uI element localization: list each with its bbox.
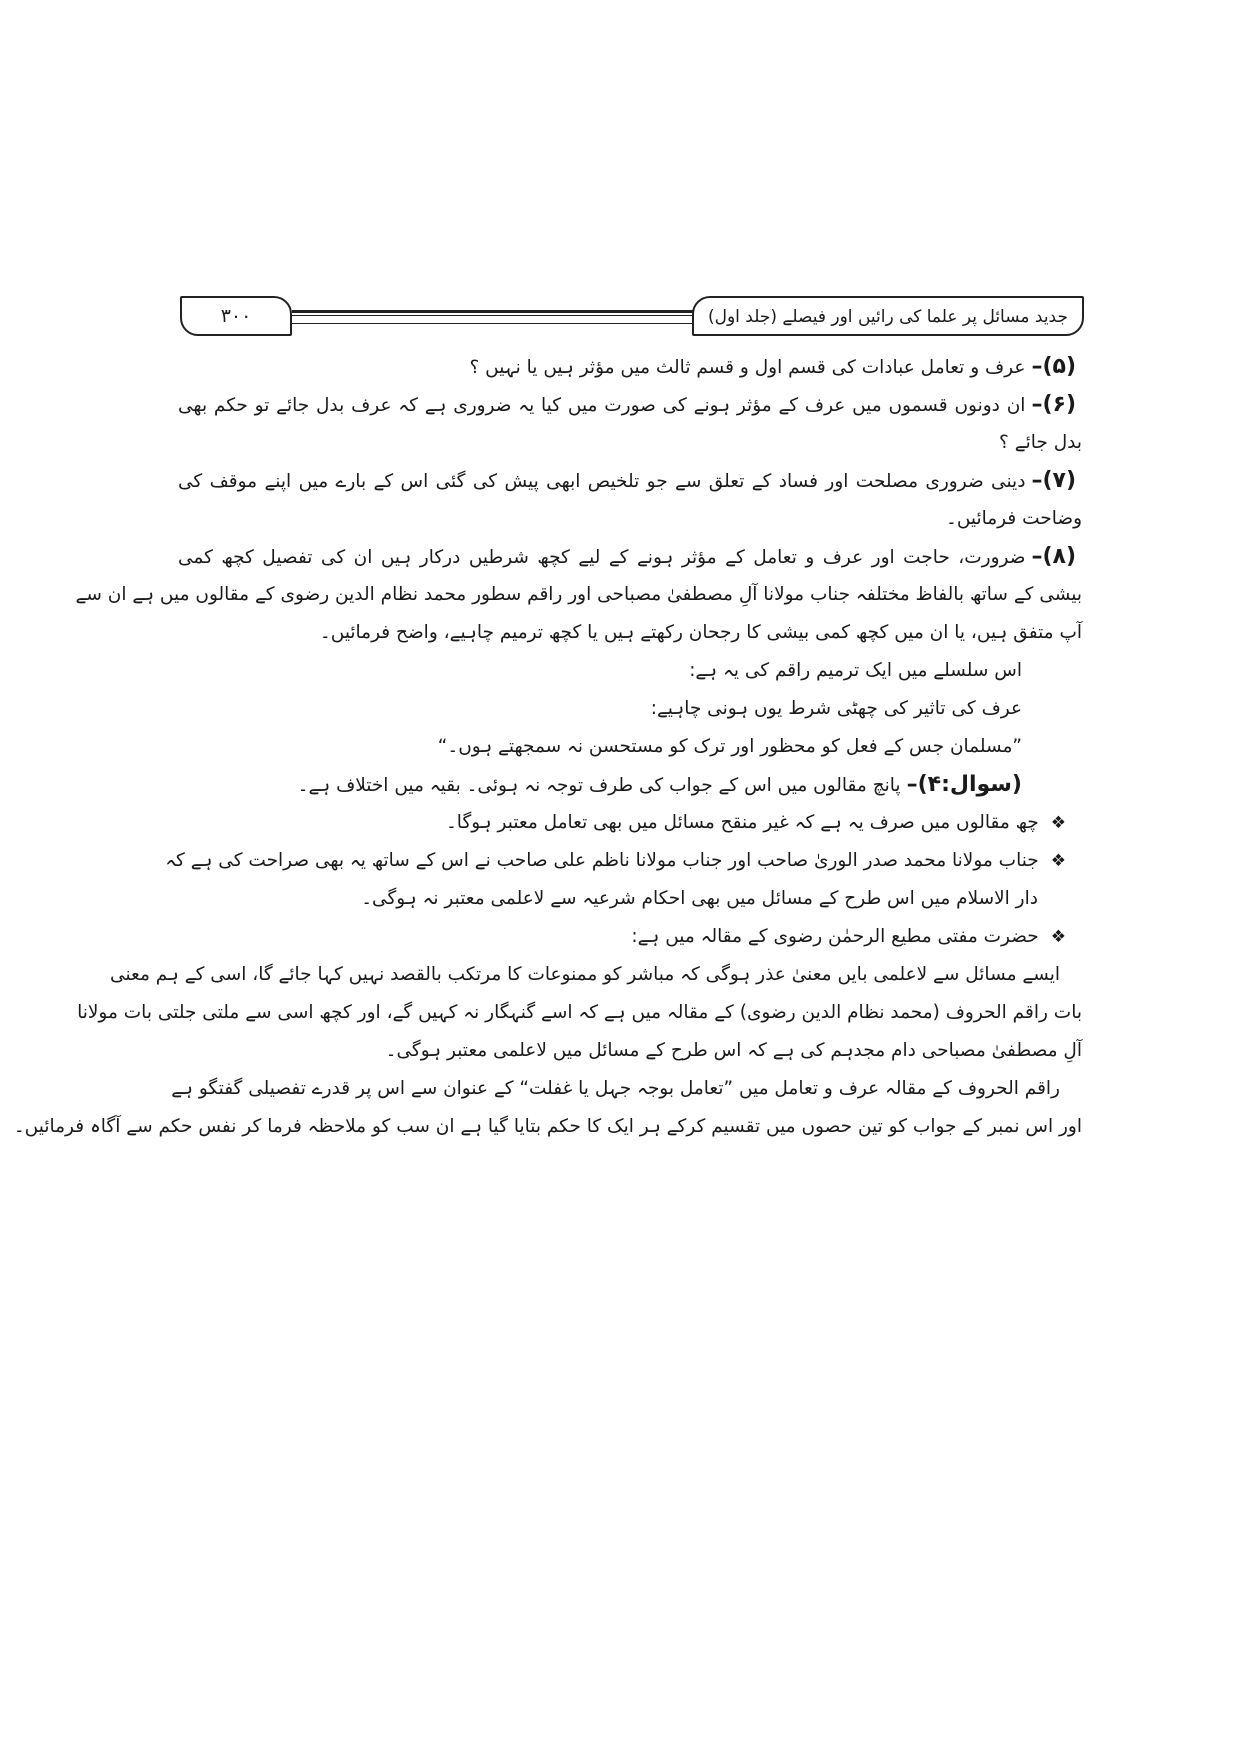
bullet-item-2-line-2: دار الاسلام میں اس طرح کے مسائل میں بھی احکام شرعیہ سے لاعلمی معتبر نہ ہوگی۔ bbox=[361, 888, 1038, 909]
question-number: (۵)– bbox=[1031, 354, 1076, 379]
page-header bbox=[180, 296, 1084, 338]
bullet-text: جناب مولانا محمد صدر الوریٰ صاحب اور جناب مولانا ناظم علی صاحب نے اس کے ساتھ یہ بھی صراحت کی ہے کہ bbox=[165, 850, 1039, 871]
question-6-line-1 bbox=[178, 386, 1082, 424]
bullet-icon: ❖ bbox=[1050, 927, 1066, 947]
amendment-intro: اس سلسلے میں ایک ترمیم راقم کی یہ ہے: bbox=[689, 660, 1022, 681]
question-8-line-3: آپ متفق ہیں، یا ان میں کچھ کمی بیشی کا رجحان رکھتے ہیں یا کچھ ترمیم چاہیے، واضح فرمائیں۔ bbox=[319, 622, 1082, 643]
question-7-line-2: وضاحت فرمائیں۔ bbox=[945, 508, 1082, 529]
bullet-item-2-line-1 bbox=[165, 842, 1082, 880]
bullet-text: چھ مقالوں میں صرف یہ ہے کہ غیر منقح مسائل میں بھی تعامل معتبر ہوگا۔ bbox=[445, 812, 1039, 833]
bullet-item-3 bbox=[178, 918, 1082, 956]
question-number: (۶)– bbox=[1031, 392, 1076, 417]
question-8-line-1 bbox=[178, 538, 1082, 576]
bullet-icon: ❖ bbox=[1050, 813, 1066, 833]
bullet-icon: ❖ bbox=[1050, 851, 1066, 871]
question-text: ضرورت، حاجت اور عرف و تعامل کے مؤثر ہونے کے لیے کچھ شرطیں درکار ہیں ان کی تفصیل کچھ کمی bbox=[178, 547, 1026, 568]
question-4-summary bbox=[178, 766, 1082, 804]
amendment-condition: عرف کی تاثیر کی چھٹی شرط یوں ہونی چاہیے: bbox=[650, 698, 1022, 719]
question-text: دینی ضروری مصلحت اور فساد کے تعلق سے جو تلخیص ابھی پیش کی گئی اس کے بارے میں اپنے موقف کی bbox=[178, 471, 1026, 492]
page-body bbox=[13, 348, 1082, 1146]
amendment-quote: ”مسلمان جس کے فعل کو محظور اور ترک کو مستحسن نہ سمجھتے ہوں۔“ bbox=[437, 736, 1022, 757]
quote-paragraph-line-2: بات راقم الحروف (محمد نظام الدین رضوی) کے مقالہ میں ہے کہ اسے گنہگار نہ کہیں گے، اور کچھ اسی سے ملتی جلتی بات مولانا bbox=[77, 1002, 1082, 1023]
question-7-line-1 bbox=[178, 462, 1082, 500]
quote-paragraph-line-1: ایسے مسائل سے لاعلمی بایں معنیٰ عذر ہوگی کہ مباشر کو ممنوعات کا مرتکب بالقصد نہیں کہا جائے گا، اسی کے ہم معنی bbox=[110, 964, 1060, 985]
page-number: ۳۰۰ bbox=[220, 305, 252, 327]
question-text: پانچ مقالوں میں اس کے جواب کی طرف توجہ نہ ہوئی۔ بقیہ میں اختلاف ہے۔ bbox=[297, 775, 901, 796]
bullet-item-1 bbox=[178, 804, 1082, 842]
quote-paragraph-line-3: آلِ مصطفیٰ مصباحی دام مجدہم کی ہے کہ اس طرح کے مسائل میں لاعلمی معتبر ہوگی۔ bbox=[385, 1040, 1082, 1061]
book-title: جدید مسائل پر علما کی رائیں اور فیصلے (جلد اول) bbox=[707, 306, 1068, 327]
page-number-box bbox=[180, 296, 292, 336]
question-text: ان دونوں قسموں میں عرف کے مؤثر ہونے کی صورت میں کیا یہ ضروری ہے کہ عرف بدل جائے تو حکم بھی bbox=[178, 395, 1026, 416]
question-number: (۸)– bbox=[1031, 544, 1076, 569]
book-title-box bbox=[692, 296, 1084, 336]
closing-paragraph-line-2: اور اس نمبر کے جواب کو تین حصوں میں تقسیم کرکے ہر ایک کا حکم بتایا گیا ہے ان سب کو ملاحظہ فرما کر نفس حکم سے آگاہ فرمائیں۔ bbox=[13, 1116, 1082, 1137]
closing-paragraph-line-1: راقم الحروف کے مقالہ عرف و تعامل میں ”تعامل بوجہ جہل یا غفلت“ کے عنوان سے اس پر قدرے تفصیلی گفتگو ہے bbox=[171, 1078, 1060, 1099]
question-number: (سوال:۴)– bbox=[906, 772, 1022, 797]
question-6-line-2: بدل جائے ؟ bbox=[999, 432, 1082, 453]
question-number: (۷)– bbox=[1031, 468, 1076, 493]
question-text: عرف و تعامل عبادات کی قسم اول و قسم ثالث میں مؤثر ہیں یا نہیں ؟ bbox=[469, 357, 1026, 378]
question-5 bbox=[178, 348, 1082, 386]
question-8-line-2: بیشی کے ساتھ بالفاظ مختلفہ جناب مولانا آلِ مصطفیٰ مصباحی اور راقم سطور محمد نظام الدین رضوی کے مقالوں میں ہے ان سے bbox=[75, 584, 1082, 605]
bullet-text: حضرت مفتی مطیع الرحمٰن رضوی کے مقالہ میں ہے: bbox=[631, 926, 1039, 947]
